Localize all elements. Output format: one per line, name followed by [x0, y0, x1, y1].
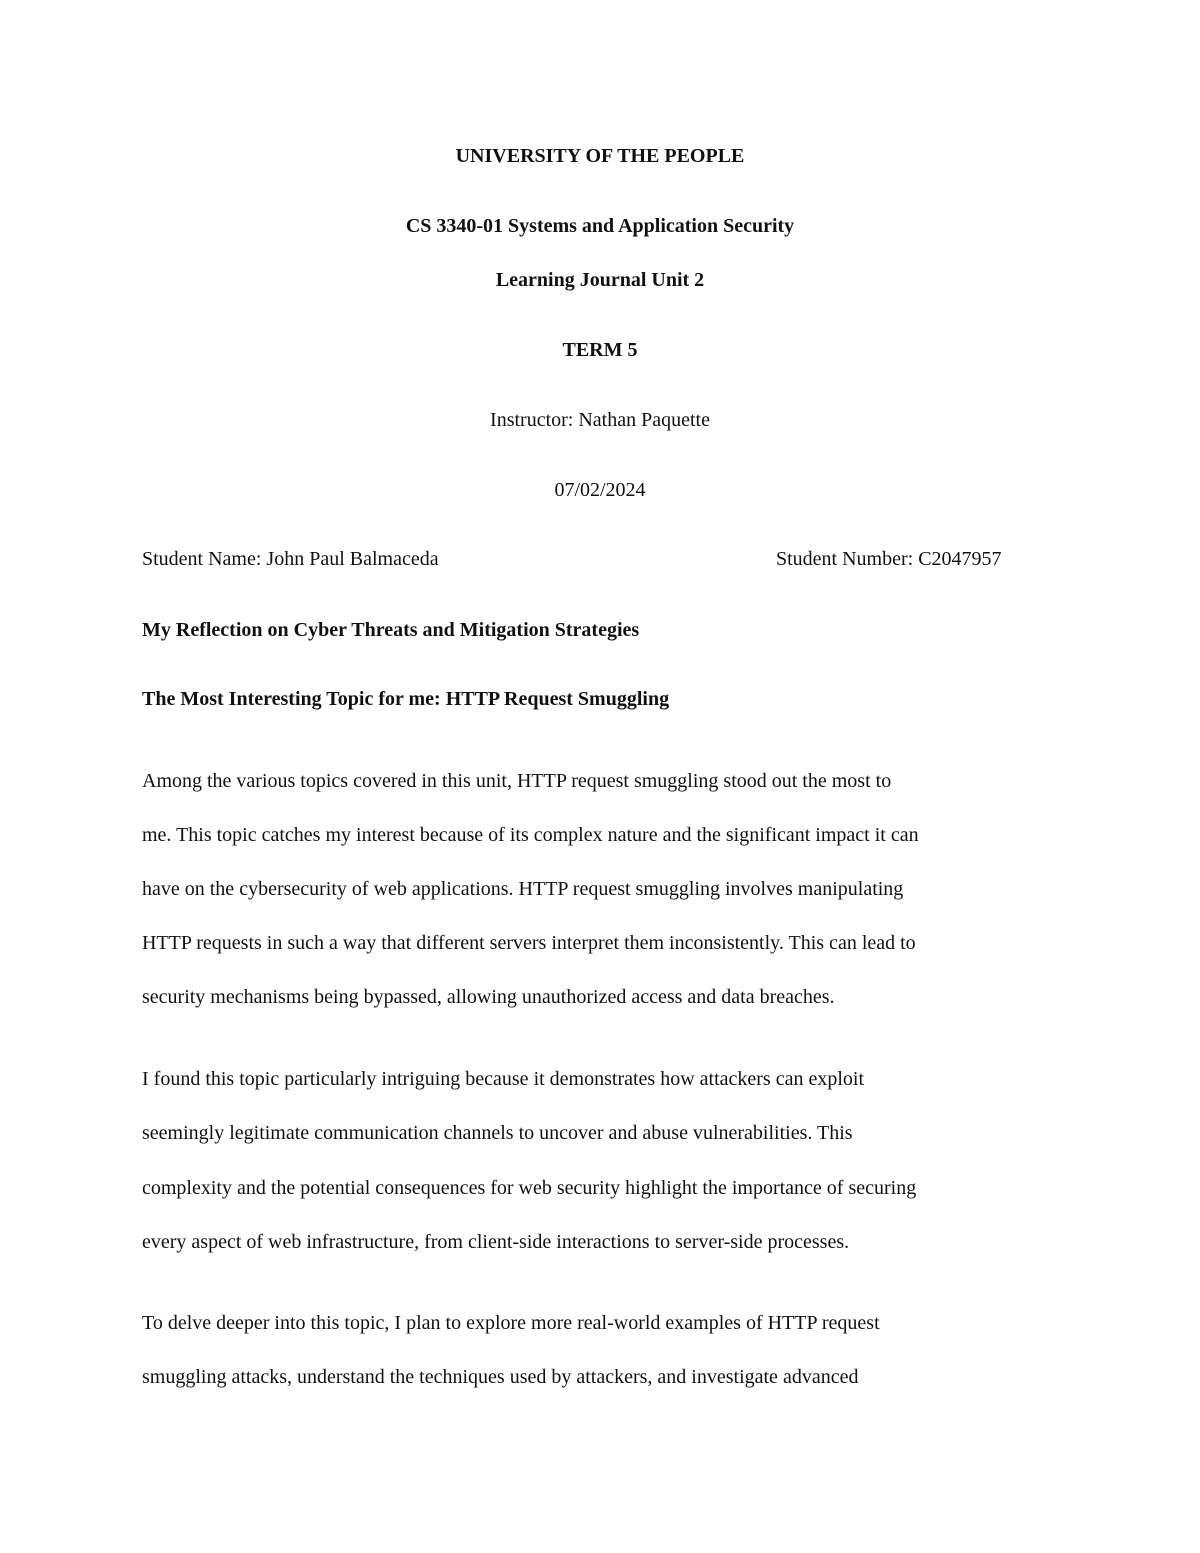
- paragraph-line: HTTP requests in such a way that different servers interpret them inconsistently. This can lead to: [142, 932, 916, 954]
- paragraph-line: To delve deeper into this topic, I plan to explore more real-world examples of HTTP request: [142, 1312, 880, 1334]
- student-number: Student Number: C2047957: [776, 548, 1002, 570]
- assignment-title: Learning Journal Unit 2: [495, 269, 705, 291]
- course-title: CS 3340-01 Systems and Application Security: [405, 215, 795, 237]
- paragraph-line: I found this topic particularly intriguing because it demonstrates how attackers can exploit: [142, 1068, 865, 1090]
- student-name: Student Name: John Paul Balmaceda: [142, 548, 439, 570]
- term-label: TERM 5: [562, 339, 638, 361]
- university-name: UNIVERSITY OF THE PEOPLE: [455, 145, 745, 167]
- date-line: 07/02/2024: [554, 479, 646, 501]
- paragraph-line: me. This topic catches my interest because of its complex nature and the significant impact it can: [142, 824, 919, 846]
- paragraph-line: security mechanisms being bypassed, allowing unauthorized access and data breaches.: [142, 986, 835, 1008]
- reflection-heading: My Reflection on Cyber Threats and Mitigation Strategies: [142, 619, 640, 641]
- paragraph-line: smuggling attacks, understand the techniques used by attackers, and investigate advanced: [142, 1366, 859, 1388]
- paragraph-line: seemingly legitimate communication channels to uncover and abuse vulnerabilities. This: [142, 1122, 853, 1144]
- instructor-line: Instructor: Nathan Paquette: [490, 409, 710, 431]
- topic-heading: The Most Interesting Topic for me: HTTP Request Smuggling: [142, 688, 670, 710]
- paragraph-line: complexity and the potential consequences for web security highlight the importance of securing: [142, 1177, 917, 1199]
- paragraph-line: have on the cybersecurity of web applications. HTTP request smuggling involves manipulating: [142, 878, 904, 900]
- paragraph-line: every aspect of web infrastructure, from client-side interactions to server-side processes.: [142, 1231, 850, 1253]
- paragraph-line: Among the various topics covered in this unit, HTTP request smuggling stood out the most to: [142, 770, 892, 792]
